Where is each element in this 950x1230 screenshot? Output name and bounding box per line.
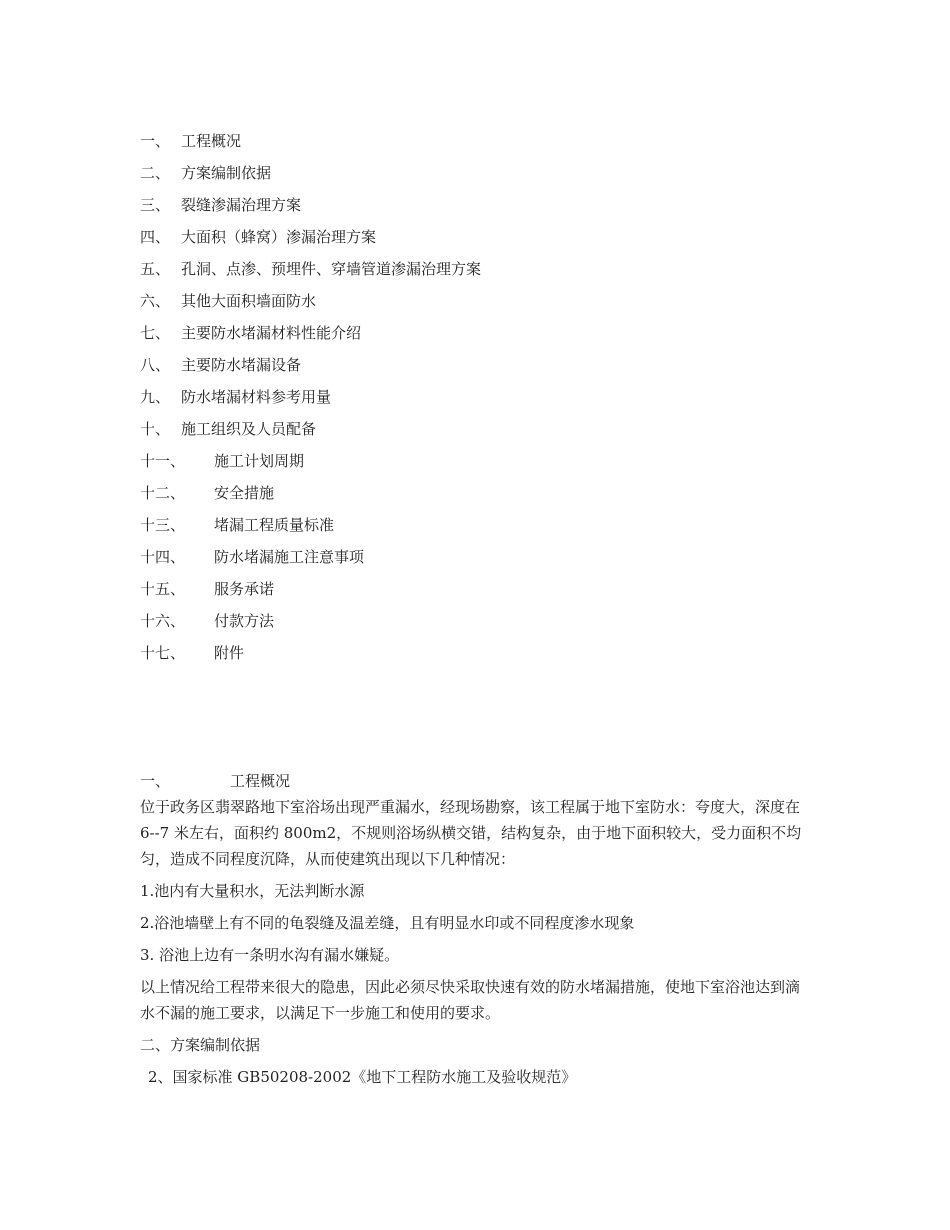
toc-item-number: 九、 bbox=[140, 387, 171, 406]
toc-item-number: 十七、 bbox=[140, 643, 186, 662]
toc-item-text: 附件 bbox=[214, 643, 245, 662]
toc-item-text: 孔洞、点渗、预埋件、穿墙管道渗漏治理方案 bbox=[181, 259, 482, 278]
paragraph-conclusion: 以上情况给工程带来很大的隐患，因此必须尽快采取快速有效的防水堵漏措施，使地下室浴池达到滴水不漏的施工要求，以满足下一步施工和使用的要求。 bbox=[140, 978, 801, 1022]
toc-item bbox=[140, 316, 840, 348]
toc-item bbox=[140, 604, 840, 636]
toc-item-text: 裂缝渗漏治理方案 bbox=[181, 195, 302, 214]
paragraph-intro: 位于政务区翡翠路地下室浴场出现严重漏水，经现场勘察，该工程属于地下室防水：夸度大，深度在 6--7 米左右，面积约 800m2，不规则浴场纵横交错，结构复杂，由于地下面积较大，受力面积不均匀，造成不同程度沉降，从而使建筑出现以下几种情况： bbox=[140, 798, 802, 868]
toc-item-text: 防水堵漏施工注意事项 bbox=[214, 547, 365, 566]
toc-item-text: 安全措施 bbox=[214, 483, 275, 502]
reference-item: 2、国家标准 GB50208-2002《地下工程防水施工及验收规范》 bbox=[148, 1068, 577, 1086]
toc-item-number: 二、 bbox=[140, 163, 171, 182]
toc-item-text: 服务承诺 bbox=[214, 579, 275, 598]
toc-item-number: 十六、 bbox=[140, 611, 186, 630]
toc-item-text: 施工组织及人员配备 bbox=[181, 419, 317, 438]
section-heading: 二、方案编制依据 bbox=[140, 1036, 261, 1054]
toc-item bbox=[140, 540, 840, 572]
toc-item bbox=[140, 636, 840, 668]
toc-item-number: 十一、 bbox=[140, 451, 186, 470]
toc-item bbox=[140, 412, 840, 444]
toc-item-number: 七、 bbox=[140, 323, 171, 342]
toc-item-number: 四、 bbox=[140, 227, 171, 246]
toc-item-number: 十五、 bbox=[140, 579, 186, 598]
section-title: 工程概况 bbox=[230, 771, 291, 790]
toc-item bbox=[140, 156, 840, 188]
section-number: 一、 bbox=[140, 771, 171, 790]
toc-item bbox=[140, 348, 840, 380]
toc-item-text: 其他大面积墙面防水 bbox=[181, 291, 317, 310]
document-body bbox=[140, 766, 812, 1090]
toc-item-text: 主要防水堵漏材料性能介绍 bbox=[181, 323, 362, 342]
table-of-contents bbox=[140, 124, 840, 668]
toc-item bbox=[140, 476, 840, 508]
toc-item bbox=[140, 572, 840, 604]
toc-item-text: 施工计划周期 bbox=[214, 451, 305, 470]
toc-item bbox=[140, 188, 840, 220]
toc-item-text: 大面积（蜂窝）渗漏治理方案 bbox=[181, 227, 377, 246]
toc-item-number: 十二、 bbox=[140, 483, 186, 502]
toc-item-number: 十、 bbox=[140, 419, 171, 438]
toc-item bbox=[140, 252, 840, 284]
toc-item-text: 防水堵漏材料参考用量 bbox=[181, 387, 332, 406]
toc-item bbox=[140, 220, 840, 252]
toc-item-text: 堵漏工程质量标准 bbox=[214, 515, 335, 534]
toc-item-number: 一、 bbox=[140, 131, 171, 150]
toc-item bbox=[140, 380, 840, 412]
list-item: 3. 浴池上边有一条明水沟有漏水嫌疑。 bbox=[140, 946, 400, 964]
toc-item-number: 十三、 bbox=[140, 515, 186, 534]
toc-item-text: 付款方法 bbox=[214, 611, 275, 630]
toc-item-number: 八、 bbox=[140, 355, 171, 374]
toc-item-number: 五、 bbox=[140, 259, 171, 278]
toc-item-text: 主要防水堵漏设备 bbox=[181, 355, 302, 374]
toc-item-text: 工程概况 bbox=[181, 131, 242, 150]
toc-item-number: 十四、 bbox=[140, 547, 186, 566]
list-item: 2.浴池墙壁上有不同的龟裂缝及温差缝，且有明显水印或不同程度渗水现象 bbox=[140, 914, 635, 932]
toc-item-text: 方案编制依据 bbox=[181, 163, 272, 182]
toc-item bbox=[140, 124, 840, 156]
toc-item bbox=[140, 508, 840, 540]
toc-item bbox=[140, 284, 840, 316]
toc-item-number: 三、 bbox=[140, 195, 171, 214]
list-item: 1.池内有大量积水，无法判断水源 bbox=[140, 882, 365, 900]
toc-item-number: 六、 bbox=[140, 291, 171, 310]
toc-item bbox=[140, 444, 840, 476]
section-heading bbox=[140, 766, 812, 794]
